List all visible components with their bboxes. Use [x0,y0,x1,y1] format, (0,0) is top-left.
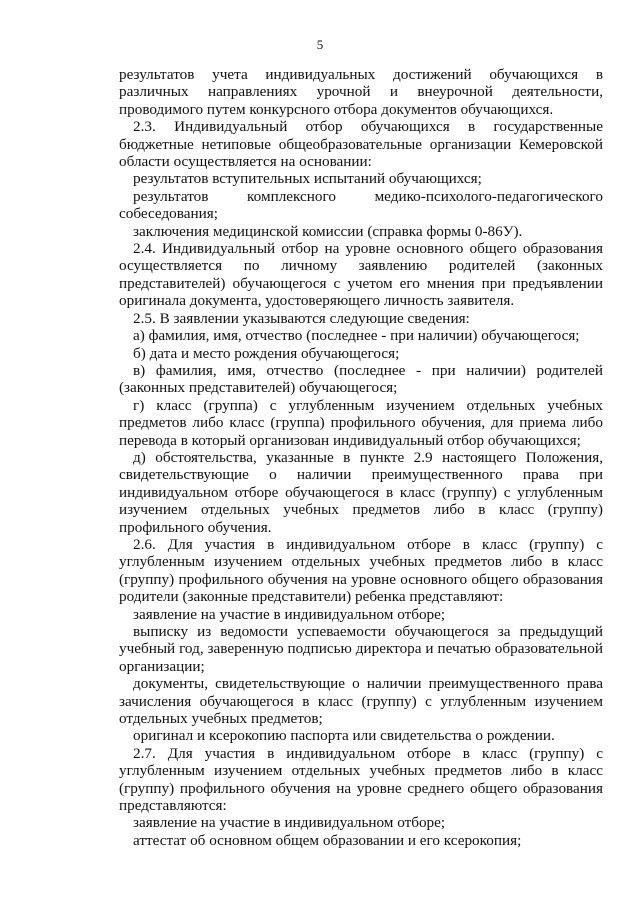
list-item: выписку из ведомости успеваемости обучающегося за предыдущий учебный год, заверенную подписью директора и печатью образовательной организации; [119,623,603,675]
paragraph: результатов учета индивидуальных достижений обучающихся в различных направлениях урочной и внеурочной деятельности, проводимого путем конкурсного отбора документов обучающихся. [119,66,603,118]
list-item: б) дата и место рождения обучающегося; [133,344,400,362]
paragraph: 2.5. В заявлении указываются следующие сведения: [133,309,470,327]
list-item: г) класс (группа) с углубленным изучением отдельных учебных предметов либо класс (группа) профильного обучения, для приема либо перевода в который организован индивидуальный отбор обучающихся; [119,396,603,449]
list-item: оригинал и ксерокопию паспорта или свидетельства о рождении. [133,727,555,745]
paragraph: 2.6. Для участия в индивидуальном отборе в класс (группу) с углубленным изучением отдельных учебных предметов либо в класс (группу) профильного обучения на уровне основного общего образования родители (законные представители) ребенка представляют: [119,535,603,606]
paragraph: результатов вступительных испытаний обучающихся; [133,170,482,188]
list-item: аттестат об основном общем образовании и его ксерокопия; [133,831,522,849]
list-item: в) фамилия, имя, отчество (последнее - при наличии) родителей (законных представителей) обучающегося; [119,361,603,397]
list-item: заявление на участие в индивидуальном отборе; [133,605,446,623]
list-item: заявление на участие в индивидуальном отборе; [133,814,446,832]
page-number: 5 [316,37,324,52]
paragraph: результатов комплексного медико-психолого-педагогического собеседования; [119,187,603,223]
list-item: а) фамилия, имя, отчество (последнее - при наличии) обучающегося; [133,327,580,345]
paragraph: 2.3. Индивидуальный отбор обучающихся в государственные бюджетные нетиповые общеобразовательные организации Кемеровской области осуществляется на основании: [119,118,603,171]
document-body [119,66,603,849]
list-item: документы, свидетельствующие о наличии преимущественного права зачисления обучающегося в класс (группу) с углубленным изучением отдельных учебных предметов; [119,675,603,728]
paragraph: 2.7. Для участия в индивидуальном отборе в класс (группу) с углубленным изучением отдельных учебных предметов либо в класс (группу) профильного обучения на уровне среднего общего образования представляются: [119,744,603,815]
list-item: д) обстоятельства, указанные в пункте 2.9 настоящего Положения, свидетельствующие о наличии преимущественного права при индивидуальном отборе обучающегося в класс (группу) с углубленным изучением отдельных учебных предметов либо в класс (группу) профильного обучения. [119,448,603,536]
paragraph: заключения медицинской комиссии (справка формы 0-86У). [133,222,523,240]
paragraph: 2.4. Индивидуальный отбор на уровне основного общего образования осуществляется по личному заявлению родителей (законных представителей) обучающегося с учетом его мнения при предъявлении оригинала документа, удостоверяющего личность заявителя. [119,240,603,310]
